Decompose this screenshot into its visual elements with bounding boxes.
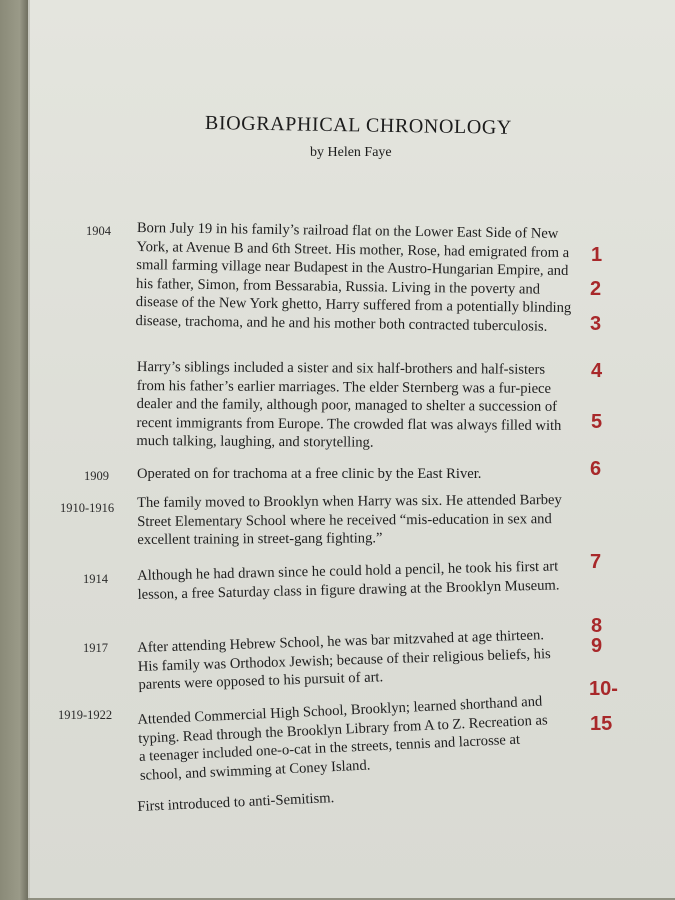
annotation-mark: 2 xyxy=(590,278,602,300)
page-title: BIOGRAPHICAL CHRONOLOGY xyxy=(204,112,513,139)
annotation-mark: 10- xyxy=(589,678,618,700)
entry-text: Although he had drawn since he could hold a pencil, he took his first art lesson, a free Saturday class in figure drawing at the Brooklyn Museum. xyxy=(137,558,560,603)
annotation-mark: 3 xyxy=(590,313,602,335)
entry-text: After attending Hebrew School, he was bar mitzvahed at age thirteen. His family was Orthodox Jewish; because of their religious beliefs, his parents were opposed to his pursuit of art. xyxy=(137,627,551,693)
entry-text: Harry’s siblings included a sister and six half-brothers and half-sisters from his father’s earlier marriages. The elder Sternberg was a fur-piece dealer and the family, although poor, managed to shelter a succession of recent immigrants from Europe. The crowded flat was always filled with much talking, laughing, and storytelling. xyxy=(136,358,562,451)
entry-year: 1917 xyxy=(83,641,108,655)
entry-text: Operated on for trachoma at a free clinic by the East River. xyxy=(137,466,482,482)
entry-year: 1909 xyxy=(84,469,109,483)
annotation-mark: 5 xyxy=(591,411,603,433)
entry-year: 1914 xyxy=(83,572,108,586)
annotation-mark: 15 xyxy=(590,713,613,735)
entry-text: First introduced to anti-Semitism. xyxy=(137,790,335,815)
entry-text: Born July 19 in his family’s railroad flat on the Lower East Side of New York, at Avenue B and 6th Street. His mother, Rose, had emigrated from a small farming village near Budapest in the Austro-Hungarian Empire, and his father, Simon, from Bessarabia, Russia. Living in the poverty and disease of the New York ghetto, Harry suffered from a potentially blinding disease, trachoma, and he and his mother both contracted tuberculosis. xyxy=(135,219,572,335)
entry-text: Attended Commercial High School, Brooklyn; learned shorthand and typing. Read through the Brooklyn Library from A to Z. Recreation as a teenager included one-o-cat in the streets, tennis and lacrosse at school, and swimming at Coney Island. xyxy=(137,693,548,784)
entry-year: 1919-1922 xyxy=(58,708,113,722)
entry-text: The family moved to Brooklyn when Harry was six. He attended Barbey Street Elementary School where he received “mis-education in sex and excellent training in street-gang fighting.” xyxy=(137,492,562,548)
book-gutter-edge xyxy=(0,0,28,900)
annotation-mark: 7 xyxy=(590,551,602,573)
entry-year: 1910-1916 xyxy=(60,501,115,515)
annotation-mark: 6 xyxy=(590,458,602,480)
annotation-mark: 9 xyxy=(591,635,603,657)
annotation-mark: 4 xyxy=(591,360,603,382)
author-byline: by Helen Faye xyxy=(310,145,392,160)
entry-year: 1904 xyxy=(86,224,111,238)
annotation-mark: 1 xyxy=(591,244,603,266)
annotation-mark: 8 xyxy=(591,615,603,637)
